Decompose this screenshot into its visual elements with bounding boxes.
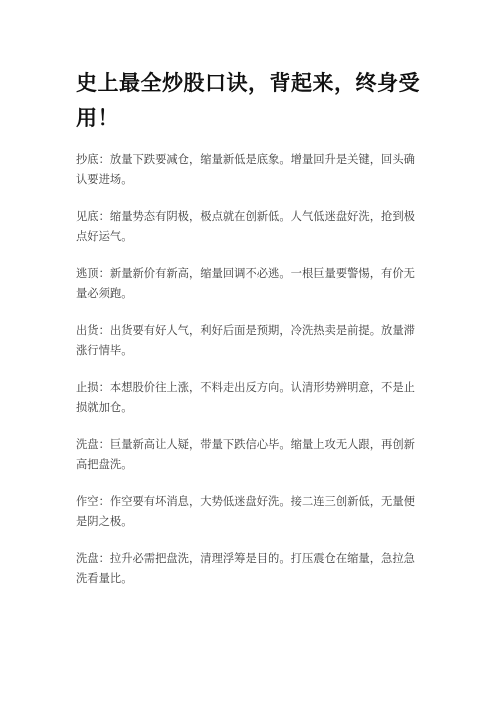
paragraph-chaodi: 抄底：放量下跌要减仓，缩量新低是底象。增量回升是关键，回头确认要进场。 xyxy=(76,153,415,186)
document-title: 史上最全炒股口诀，背起来，终身受用！ xyxy=(76,71,420,130)
paragraph-xipan-2: 洗盘：拉升必需把盘洗，清理浮筹是目的。打压震仓在缩量，急拉急洗看量比。 xyxy=(76,552,415,585)
paragraph-jiandi: 见底：缩量势态有阴极，极点就在创新低。人气低迷盘好洗，抢到极点好运气。 xyxy=(76,210,415,243)
paragraph-chuhuo: 出货：出货要有好人气，利好后面是预期，冷洗热卖是前提。放量滞涨行情毕。 xyxy=(76,324,415,357)
paragraph-zhisun: 止损：本想股价往上涨，不料走出反方向。认清形势辨明意，不是止损就加仓。 xyxy=(76,381,415,414)
paragraph-xipan-1: 洗盘：巨量新高让人疑，带量下跌信心毕。缩量上攻无人跟，再创新高把盘洗。 xyxy=(76,438,415,471)
document-body xyxy=(76,150,426,606)
paragraph-zuokong: 作空：作空要有坏消息，大势低迷盘好洗。接二连三创新低，无量便是阴之极。 xyxy=(76,495,415,528)
paragraph-taoding: 逃顶：新量新价有新高，缩量回调不必逃。一根巨量要警惕，有价无量必须跑。 xyxy=(76,267,415,300)
